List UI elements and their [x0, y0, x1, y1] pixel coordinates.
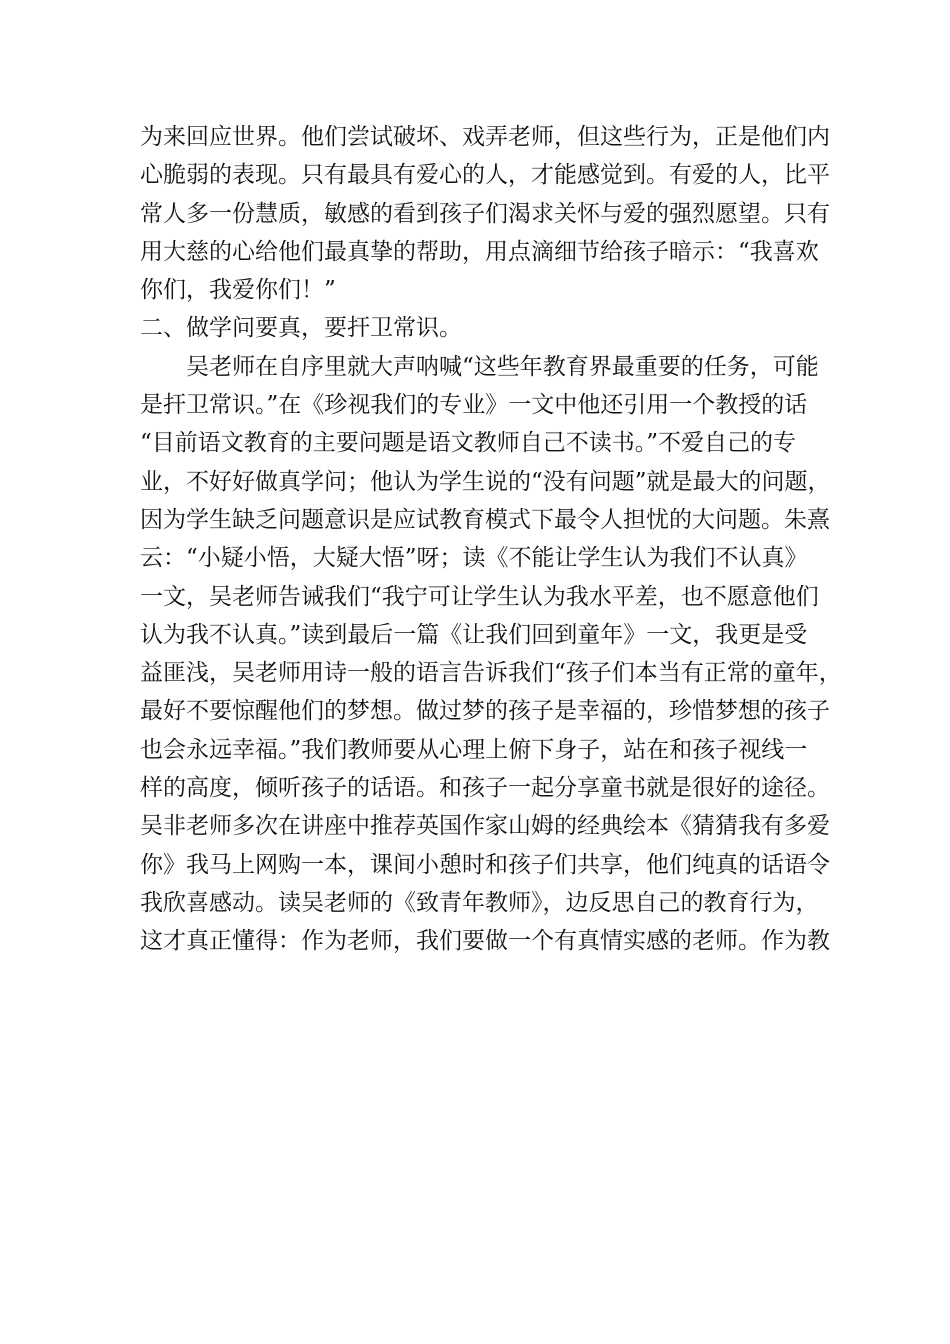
section-heading: 二、做学问要真，要扞卫常识。 — [140, 315, 462, 342]
text-line: 也会永远幸福。”我们教师要从心理上俯下身子，站在和孩子视线一 — [140, 736, 808, 763]
text-line: 用大慈的心给他们最真挚的帮助，用点滴细节给孩子暗示：“我喜欢 — [140, 238, 819, 265]
text-line: 你们，我爱你们！” — [140, 277, 336, 304]
text-line: 这才真正懂得：作为老师，我们要做一个有真情实感的老师。作为教 — [140, 928, 830, 955]
text-line: 吴非老师多次在讲座中推荐英国作家山姆的经典绘本《猜猜我有多爱 — [140, 813, 830, 840]
text-line: 心脆弱的表现。只有最具有爱心的人，才能感觉到。有爱的人，比平 — [140, 162, 830, 189]
text-line: 云：“小疑小悟，大疑大悟”呀；读《不能让学生认为我们不认真》 — [140, 545, 808, 572]
text-line: 我欣喜感动。读吴老师的《致青年教师》，边反思自己的教育行为， — [140, 889, 819, 916]
text-line: 为来回应世界。他们尝试破坏、戏弄老师，但这些行为，正是他们内 — [140, 124, 830, 150]
text-line: “目前语文教育的主要问题是语文教师自己不读书。”不爱自己的专 — [140, 430, 797, 457]
body-text — [140, 118, 840, 961]
text-line: 一文，吴老师告诫我们“我宁可让学生认为我水平差，也不愿意他们 — [140, 583, 819, 610]
text-line: 因为学生缺乏问题意识是应试教育模式下最令人担忧的大问题。朱熹 — [140, 506, 830, 533]
text-line: 业，不好好做真学问；他认为学生说的“没有问题”就是最大的问题， — [140, 468, 831, 495]
text-line: 认为我不认真。”读到最后一篇《让我们回到童年》一文，我更是受 — [140, 621, 808, 648]
text-line: 益匪浅，吴老师用诗一般的语言告诉我们“孩子们本当有正常的童年， — [140, 660, 842, 687]
text-line: 常人多一份慧质，敏感的看到孩子们渴求关怀与爱的强烈愿望。只有 — [140, 200, 830, 227]
text-line: 你》我马上网购一本，课间小憩时和孩子们共享，他们纯真的话语令 — [140, 851, 830, 878]
text-line: 吴老师在自序里就大声呐喊“这些年教育界最重要的任务，可能 — [140, 353, 819, 380]
text-line: 是扞卫常识。”在《珍视我们的专业》一文中他还引用一个教授的话 — [140, 392, 808, 419]
text-line: 最好不要惊醒他们的梦想。做过梦的孩子是幸福的，珍惜梦想的孩子 — [140, 698, 830, 725]
text-line: 样的高度，倾听孩子的话语。和孩子一起分享童书就是很好的途径。 — [140, 775, 830, 802]
